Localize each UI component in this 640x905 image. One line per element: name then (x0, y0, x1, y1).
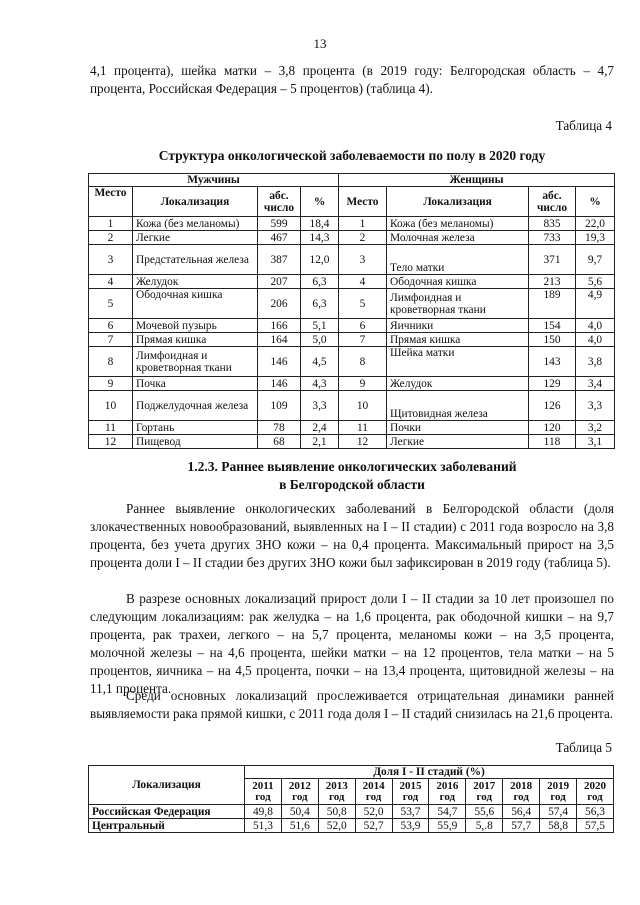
value-cell: 54,7 (429, 805, 466, 819)
table4-title: Структура онкологической заболеваемости по полу в 2020 году (158, 148, 546, 163)
w-abs: 118 (529, 435, 576, 449)
w-abs: 154 (529, 319, 576, 333)
table5-caption: Таблица 5 (555, 740, 612, 755)
year-header: 2014 год (355, 779, 392, 805)
table-row (89, 217, 615, 231)
paragraph-3: Среди основных локализаций прослеживается отрицательная динамики ранней выявляемости рака прямой кишки, с 2011 года доля I – II стадий снизилась на 21,6 процента. (90, 688, 614, 721)
m-pct: 6,3 (301, 289, 339, 319)
m-pct: 4,5 (301, 347, 339, 377)
m-place: 4 (89, 275, 133, 289)
table-row (89, 231, 615, 245)
value-cell: 56,3 (577, 805, 614, 819)
w-pct: 22,0 (576, 217, 615, 231)
value-cell: 55,6 (466, 805, 503, 819)
m-place: 7 (89, 333, 133, 347)
year-header: 2020 год (577, 779, 614, 805)
m-pct: 12,0 (301, 245, 339, 275)
value-cell: 52,0 (355, 805, 392, 819)
col-pct-women: % (576, 187, 615, 217)
m-pct: 2,1 (301, 435, 339, 449)
w-place: 1 (339, 217, 387, 231)
w-place: 8 (339, 347, 387, 377)
m-place: 5 (89, 289, 133, 319)
m-abs: 78 (258, 421, 301, 435)
table-row (89, 435, 615, 449)
w-pct: 19,3 (576, 231, 615, 245)
m-place: 3 (89, 245, 133, 275)
table-row (89, 319, 615, 333)
w-loc: Прямая кишка (387, 333, 529, 347)
year-header: 2016 год (429, 779, 466, 805)
m-pct: 5,1 (301, 319, 339, 333)
value-cell: 50,4 (281, 805, 318, 819)
value-cell: 50,8 (318, 805, 355, 819)
w-pct: 3,2 (576, 421, 615, 435)
year-header: 2013 год (318, 779, 355, 805)
m-loc: Ободочная кишка (133, 289, 258, 319)
m-place: 12 (89, 435, 133, 449)
m-abs: 207 (258, 275, 301, 289)
w-pct: 4,0 (576, 319, 615, 333)
m-abs: 146 (258, 347, 301, 377)
m-abs: 109 (258, 391, 301, 421)
w-place: 2 (339, 231, 387, 245)
w-pct: 3,3 (576, 391, 615, 421)
paragraph-1: Раннее выявление онкологических заболеваний в Белгородской области (доля злокачественных новообразований, выявленных на I – II стадии) с 2011 года возросло на 3,8 процента, без учета других ЗНО кожи – на 0,4 процента. Максимальный прирост на 3,5 процента доли I – II стадии без других ЗНО кожи был зафиксирован в 2019 году (таблица 5). (90, 501, 614, 570)
value-cell: 53,9 (392, 819, 429, 833)
value-cell: 51,3 (245, 819, 282, 833)
m-loc: Мочевой пузырь (133, 319, 258, 333)
col-abs-men: абс. число (258, 187, 301, 217)
m-place: 11 (89, 421, 133, 435)
year-header: 2011 год (245, 779, 282, 805)
value-cell: 57,4 (540, 805, 577, 819)
w-loc: Тело матки (387, 245, 529, 275)
w-pct: 9,7 (576, 245, 615, 275)
m-place: 10 (89, 391, 133, 421)
value-cell: 57,5 (577, 819, 614, 833)
year-header: 2017 год (466, 779, 503, 805)
col-loc-men: Локализация (133, 187, 258, 217)
w-place: 9 (339, 377, 387, 391)
table-row (89, 819, 614, 833)
w-place: 4 (339, 275, 387, 289)
value-cell: 52,0 (318, 819, 355, 833)
m-loc: Прямая кишка (133, 333, 258, 347)
w-place: 11 (339, 421, 387, 435)
w-abs: 150 (529, 333, 576, 347)
w-loc: Ободочная кишка (387, 275, 529, 289)
w-place: 10 (339, 391, 387, 421)
w-loc: Кожа (без меланомы) (387, 217, 529, 231)
table-row (89, 421, 615, 435)
m-pct: 3,3 (301, 391, 339, 421)
m-loc: Поджелудочная железа (133, 391, 258, 421)
w-abs: 835 (529, 217, 576, 231)
table-row (89, 333, 615, 347)
m-pct: 18,4 (301, 217, 339, 231)
m-abs: 206 (258, 289, 301, 319)
section-title-line2: в Белгородской области (279, 477, 425, 492)
col-place-men: Место (89, 187, 133, 217)
w-pct: 3,4 (576, 377, 615, 391)
w-loc: Почки (387, 421, 529, 435)
table-row (89, 289, 615, 319)
m-loc: Лимфоидная и кроветворная ткани (133, 347, 258, 377)
value-cell: 51,6 (281, 819, 318, 833)
w-place: 12 (339, 435, 387, 449)
w-pct: 4,0 (576, 333, 615, 347)
m-place: 8 (89, 347, 133, 377)
m-pct: 2,4 (301, 421, 339, 435)
w-place: 3 (339, 245, 387, 275)
gender-structure-table (88, 173, 615, 449)
w-loc: Яичники (387, 319, 529, 333)
w-loc: Шейка матки (387, 347, 529, 377)
intro-paragraph: 4,1 процента), шейка матки – 3,8 процента (в 2019 году: Белгородская область – 4,7 процента, Российская Федерация – 5 процентов) (таблица 4). (90, 63, 614, 96)
value-cell: 58,8 (540, 819, 577, 833)
m-place: 1 (89, 217, 133, 231)
year-header: 2019 год (540, 779, 577, 805)
col-loc-women: Локализация (387, 187, 529, 217)
men-header: Мужчины (89, 174, 339, 187)
w-loc: Молочная железа (387, 231, 529, 245)
table-row (89, 377, 615, 391)
value-cell: 56,4 (503, 805, 540, 819)
row-label: Российская Федерация (89, 805, 245, 819)
w-abs: 189 (529, 289, 576, 319)
value-cell: 52,7 (355, 819, 392, 833)
section-title-line1: 1.2.3. Раннее выявление онкологических заболеваний (187, 459, 517, 474)
w-place: 5 (339, 289, 387, 319)
table-row (89, 275, 615, 289)
value-cell: 49,8 (245, 805, 282, 819)
table-row (89, 805, 614, 819)
m-abs: 387 (258, 245, 301, 275)
w-pct: 4,9 (576, 289, 615, 319)
m-loc: Кожа (без меланомы) (133, 217, 258, 231)
m-place: 9 (89, 377, 133, 391)
m-loc: Предстательная железа (133, 245, 258, 275)
col-loc: Локализация (89, 766, 245, 805)
w-pct: 5,6 (576, 275, 615, 289)
m-pct: 5,0 (301, 333, 339, 347)
col-abs-women: абс. число (529, 187, 576, 217)
m-abs: 146 (258, 377, 301, 391)
w-abs: 129 (529, 377, 576, 391)
share-header: Доля I - II стадий (%) (245, 766, 614, 779)
w-abs: 120 (529, 421, 576, 435)
m-abs: 68 (258, 435, 301, 449)
m-pct: 4,3 (301, 377, 339, 391)
value-cell: 53,7 (392, 805, 429, 819)
w-place: 6 (339, 319, 387, 333)
m-loc: Легкие (133, 231, 258, 245)
year-header: 2012 год (281, 779, 318, 805)
m-loc: Желудок (133, 275, 258, 289)
value-cell: 5,.8 (466, 819, 503, 833)
table4-caption: Таблица 4 (555, 118, 612, 133)
m-pct: 6,3 (301, 275, 339, 289)
w-abs: 371 (529, 245, 576, 275)
m-abs: 166 (258, 319, 301, 333)
table-row (89, 391, 615, 421)
m-abs: 599 (258, 217, 301, 231)
w-abs: 143 (529, 347, 576, 377)
year-header: 2015 год (392, 779, 429, 805)
value-cell: 55,9 (429, 819, 466, 833)
m-pct: 14,3 (301, 231, 339, 245)
table-row (89, 245, 615, 275)
women-header: Женщины (339, 174, 615, 187)
w-abs: 213 (529, 275, 576, 289)
paragraph-2: В разрезе основных локализаций прирост доли I – II стадии за 10 лет произошел по следующим локализациям: рак желудка – на 1,6 процента, рак ободочной кишки – на 9,7 процента, рак трахеи, легкого – на 5,7 процента, меланомы кожи – на 3,5 процента, молочной железы – на 4,6 процента, шейки матки – на 12 процентов, тела матки – на 5 процентов, яичника – на 4,5 процента, почки – на 13,4 процента, щитовидной железы – на 11,1 процента. (90, 591, 614, 696)
w-abs: 126 (529, 391, 576, 421)
early-detection-table (88, 765, 614, 833)
page-number: 13 (313, 36, 327, 51)
m-loc: Гортань (133, 421, 258, 435)
year-header: 2018 год (503, 779, 540, 805)
m-place: 6 (89, 319, 133, 333)
w-loc: Желудок (387, 377, 529, 391)
w-pct: 3,1 (576, 435, 615, 449)
w-abs: 733 (529, 231, 576, 245)
w-loc: Лимфоидная и кроветворная ткани (387, 289, 529, 319)
m-loc: Пищевод (133, 435, 258, 449)
value-cell: 57,7 (503, 819, 540, 833)
row-label: Центральный (89, 819, 245, 833)
w-pct: 3,8 (576, 347, 615, 377)
col-pct-men: % (301, 187, 339, 217)
w-loc: Щитовидная железа (387, 391, 529, 421)
w-place: 7 (339, 333, 387, 347)
w-loc: Легкие (387, 435, 529, 449)
m-abs: 164 (258, 333, 301, 347)
section-title (90, 458, 614, 494)
table-row (89, 347, 615, 377)
m-abs: 467 (258, 231, 301, 245)
col-place-women: Место (339, 187, 387, 217)
m-loc: Почка (133, 377, 258, 391)
m-place: 2 (89, 231, 133, 245)
